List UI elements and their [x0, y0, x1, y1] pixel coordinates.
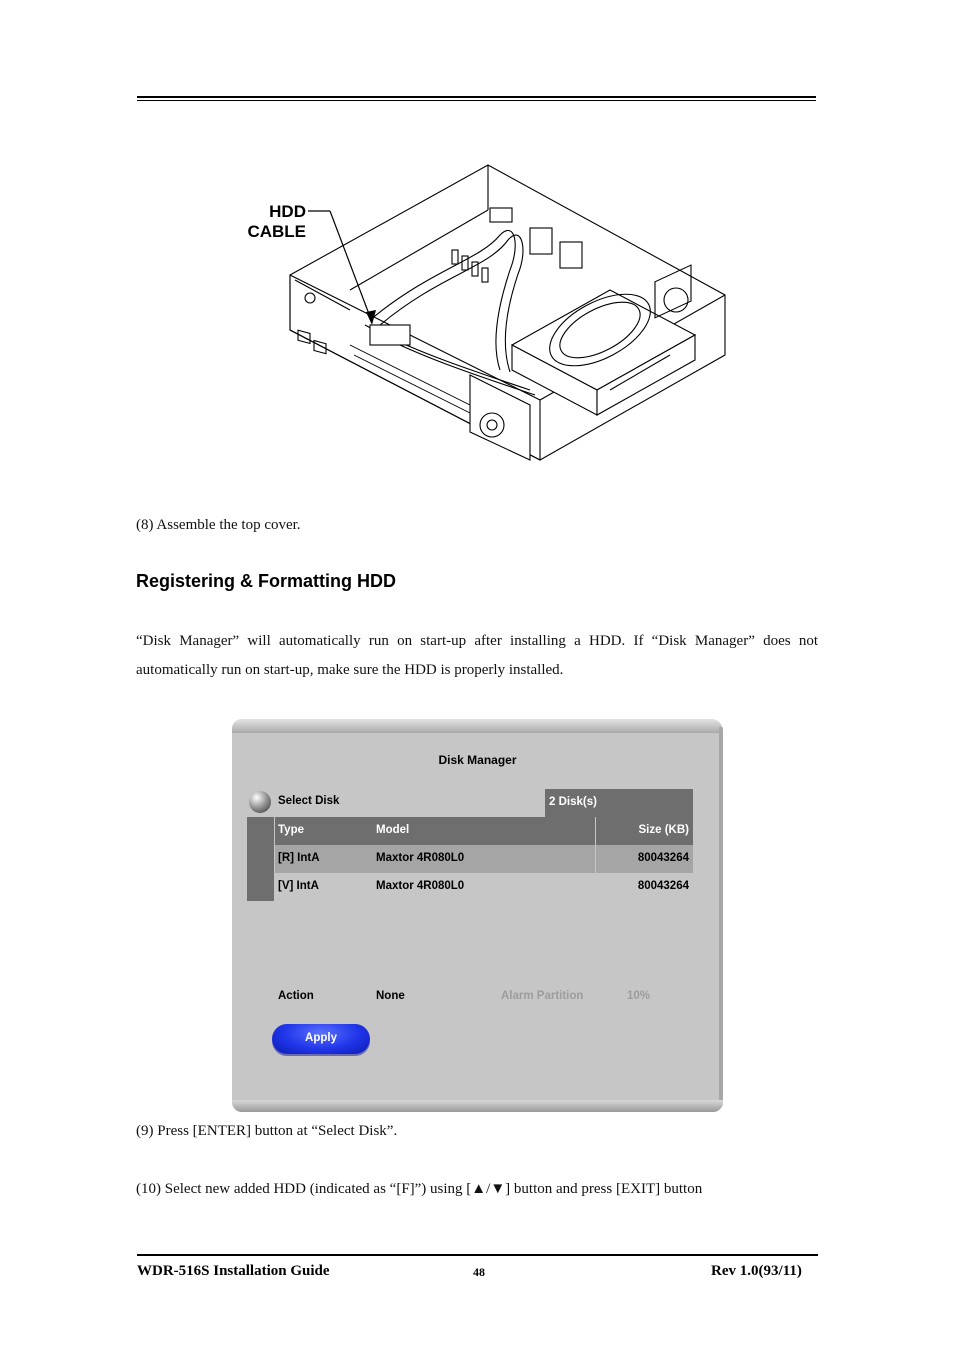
screen-top-bar	[232, 719, 723, 733]
column-model: Model	[376, 824, 410, 836]
select-disk-icon[interactable]	[249, 791, 271, 813]
hdd-label: HDD	[269, 202, 306, 221]
cable-label: CABLE	[247, 222, 306, 241]
step-10-text: (10) Select new added HDD (indicated as “[F]”) using [▲/▼] button and press [EXIT] button	[136, 1181, 703, 1197]
row-model: Maxtor 4R080L0	[376, 880, 465, 892]
disk-count: 2 Disk(s)	[545, 789, 693, 817]
screen-edge	[719, 727, 723, 1107]
footer-guide-title: WDR-516S Installation Guide	[137, 1263, 330, 1279]
row-model: Maxtor 4R080L0	[376, 852, 465, 864]
intro-paragraph: “Disk Manager” will automatically run on start-up after installing a HDD. If “Disk Manager” does not automatically run on start-up, make sure the HDD is properly installed.	[136, 633, 818, 678]
action-value[interactable]: None	[376, 990, 405, 1002]
action-label: Action	[278, 990, 314, 1002]
disk-manager-screen	[232, 719, 723, 1112]
alarm-partition-label: Alarm Partition	[501, 990, 584, 1002]
apply-button[interactable]: Apply	[272, 1024, 370, 1054]
table-row[interactable]	[275, 845, 693, 873]
screen-bottom-bar	[232, 1100, 723, 1112]
table-header	[275, 817, 693, 845]
page-number: 48	[473, 1265, 485, 1279]
row-size: 80043264	[637, 852, 689, 864]
alarm-partition-value: 10%	[627, 990, 651, 1002]
chassis-drawing	[230, 150, 740, 480]
disk-manager-title: Disk Manager	[438, 753, 517, 767]
row-type: [R] IntA	[278, 852, 320, 864]
select-disk-label[interactable]: Select Disk	[278, 795, 340, 807]
step-8-text: (8) Assemble the top cover.	[136, 517, 301, 533]
table-row[interactable]	[275, 873, 693, 901]
column-size: Size (KB)	[638, 824, 689, 836]
row-selector-column	[247, 817, 274, 901]
footer-rule	[137, 1254, 818, 1256]
footer-revision: Rev 1.0(93/11)	[711, 1263, 802, 1279]
row-type: [V] IntA	[278, 880, 319, 892]
dvr-chassis-illustration	[230, 150, 740, 480]
row-size: 80043264	[637, 880, 689, 892]
column-type: Type	[278, 824, 304, 836]
section-heading: Registering & Formatting HDD	[136, 571, 397, 591]
header-rule	[137, 96, 816, 101]
step-9-text: (9) Press [ENTER] button at “Select Disk”.	[136, 1123, 398, 1139]
